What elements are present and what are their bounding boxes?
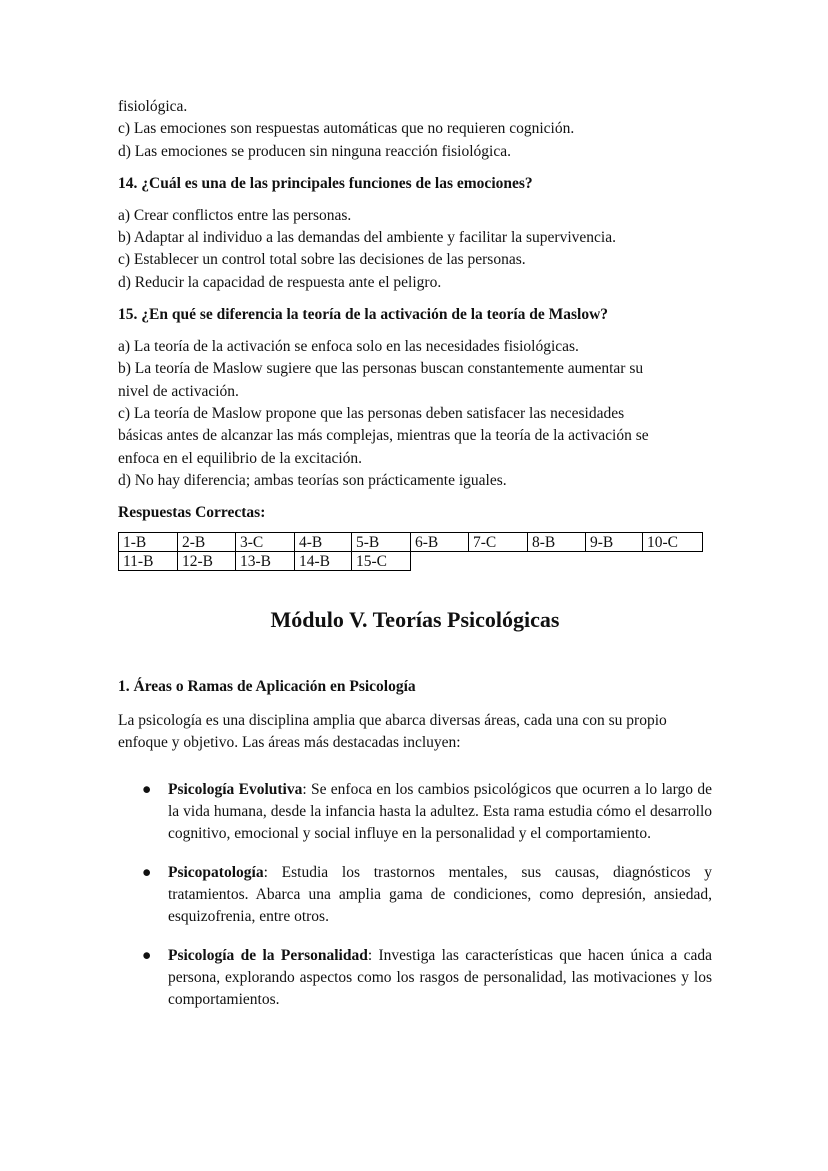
answers-title: Respuestas Correctas: <box>118 504 266 522</box>
answer-option: básicas antes de alcanzar las más complejas, mientras que la teoría de la activación se <box>118 427 649 445</box>
text-line: d) Las emociones se producen sin ninguna reacción fisiológica. <box>118 142 511 160</box>
answer-cell: 11-B <box>119 552 178 571</box>
answer-option: a) La teoría de la activación se enfoca solo en las necesidades fisiológicas. <box>118 338 579 356</box>
answer-option: b) Adaptar al individuo a las demandas del ambiente y facilitar la supervivencia. <box>118 229 616 247</box>
answer-option: c) Establecer un control total sobre las decisiones de las personas. <box>118 251 526 269</box>
answer-cell: 1-B <box>119 533 178 552</box>
answer-option: nivel de activación. <box>118 382 239 400</box>
answer-option: d) Reducir la capacidad de respuesta ante el peligro. <box>118 273 442 291</box>
text-line: c) Las emociones son respuestas automáticas que no requieren cognición. <box>118 120 575 138</box>
answer-cell: 6-B <box>411 533 469 552</box>
answers-row <box>119 552 703 571</box>
area-description: : Investiga las características que hacen única a cada persona, explorando aspectos como los rasgos de personalidad, las motivaciones y los comportamientos. <box>168 946 713 1009</box>
question-title: 15. ¿En qué se diferencia la teoría de la activación de la teoría de Maslow? <box>118 306 609 324</box>
area-term: Psicopatología <box>168 863 264 881</box>
bullet-icon: ● <box>142 946 152 964</box>
answer-option: a) Crear conflictos entre las personas. <box>118 206 352 224</box>
answer-option: c) La teoría de Maslow propone que las personas deben satisfacer las necesidades <box>118 404 625 422</box>
answer-cell: 3-C <box>236 533 295 552</box>
text-line: fisiológica. <box>118 98 188 115</box>
answer-cell: 12-B <box>178 552 236 571</box>
answer-cell: 14-B <box>295 552 352 571</box>
question-14 <box>118 173 712 294</box>
bullet-icon: ● <box>142 780 152 798</box>
answers-row <box>119 533 703 552</box>
answers-table <box>118 532 703 571</box>
list-item <box>118 945 712 1012</box>
area-term: Psicología Evolutiva <box>168 780 303 798</box>
empty-cell <box>643 552 703 571</box>
area-term: Psicología de la Personalidad <box>168 946 368 964</box>
answer-cell: 5-B <box>352 533 411 552</box>
answer-cell: 13-B <box>236 552 295 571</box>
empty-cell <box>469 552 528 571</box>
empty-cell <box>586 552 643 571</box>
areas-list <box>118 779 712 1012</box>
answer-cell: 15-C <box>352 552 411 571</box>
area-description: : Estudia los trastornos mentales, sus causas, diagnósticos y tratamientos. Abarca una amplia gama de condiciones, como depresión, ansiedad, esquizofrenia, entre otros. <box>168 863 712 926</box>
bullet-icon: ● <box>142 863 152 881</box>
question-title: 14. ¿Cuál es una de las principales funciones de las emociones? <box>118 174 533 192</box>
list-item <box>118 779 712 846</box>
question-13-continuation <box>118 96 712 163</box>
empty-cell <box>528 552 586 571</box>
answer-option: enfoca en el equilibrio de la excitación. <box>118 449 363 467</box>
answer-cell: 8-B <box>528 533 586 552</box>
intro-line: enfoque y objetivo. Las áreas más destacadas incluyen: <box>118 734 461 752</box>
answer-option: b) La teoría de Maslow sugiere que las personas buscan constantemente aumentar su <box>118 360 644 378</box>
answer-cell: 7-C <box>469 533 528 552</box>
question-15 <box>118 304 712 492</box>
area-description: : Se enfoca en los cambios psicológicos que ocurren a lo largo de la vida humana, desde la infancia hasta la adultez. Esta rama estudia cómo el desarrollo cognitivo, emocional y social influye en la personalidad y el comportamiento. <box>168 780 712 843</box>
answer-cell: 4-B <box>295 533 352 552</box>
module-title: Módulo V. Teorías Psicológicas <box>270 607 560 633</box>
answer-option: d) No hay diferencia; ambas teorías son prácticamente iguales. <box>118 471 507 489</box>
answer-cell: 2-B <box>178 533 236 552</box>
document-page <box>118 96 712 1027</box>
intro-line: La psicología es una disciplina amplia que abarca diversas áreas, cada una con su propio <box>118 712 667 730</box>
empty-cell <box>411 552 469 571</box>
list-item <box>118 862 712 929</box>
answer-cell: 9-B <box>586 533 643 552</box>
answer-cell: 10-C <box>643 533 703 552</box>
section-title: 1. Áreas o Ramas de Aplicación en Psicología <box>118 678 416 696</box>
